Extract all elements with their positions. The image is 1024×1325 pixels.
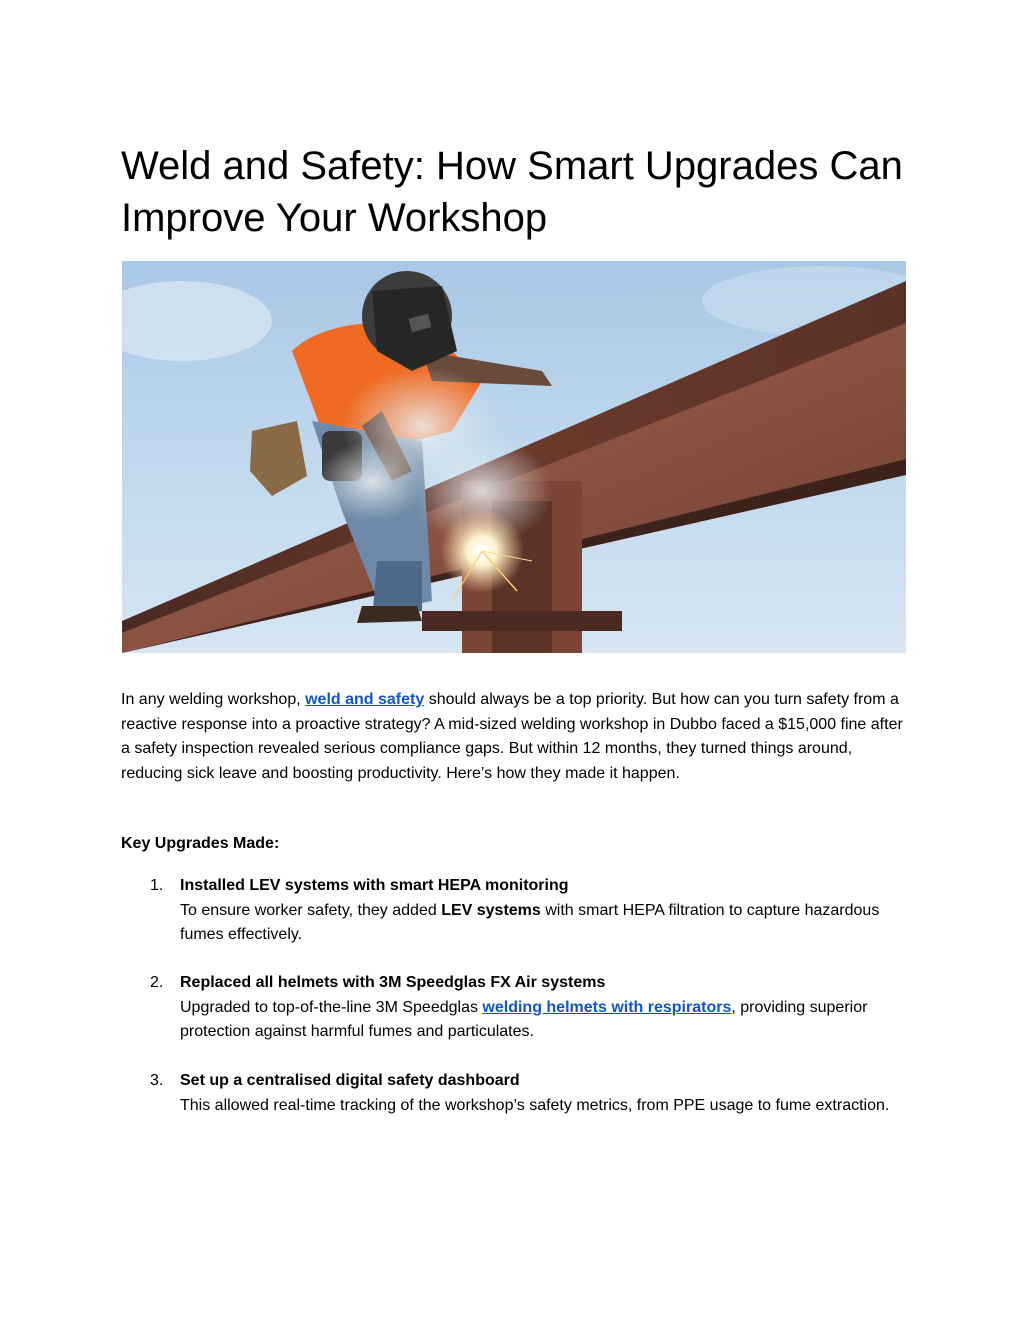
desc-text: Upgraded to top-of-the-line 3M Speedglas bbox=[180, 998, 483, 1016]
intro-paragraph bbox=[121, 688, 911, 786]
intro-text-after: should always be a top priority. But how can you turn safety from a reactive response into a proactive strategy? A mid-sized welding workshop in Dubbo faced a $15,000 fine after a safety inspection revealed serious compliance gaps. But within 12 months, they turned things around, reducing sick leave and boosting productivity. Here’s how they made it happen. bbox=[121, 691, 903, 782]
list-item-description: This allowed real-time tracking of the workshop’s safety metrics, from PPE usage to fume extraction. bbox=[180, 1096, 890, 1114]
desc-text: , providing superior protection against harmful fumes and particulates. bbox=[180, 998, 868, 1041]
welding-helmets-link[interactable]: welding helmets with respirators bbox=[482, 998, 732, 1016]
page-title: Weld and Safety: How Smart Upgrades Can Improve Your Workshop bbox=[121, 144, 903, 240]
list-item-description bbox=[180, 996, 910, 1045]
desc-bold-text: LEV systems bbox=[441, 901, 541, 919]
list-item-heading: Set up a centralised digital safety dashboard bbox=[180, 1072, 520, 1089]
hero-image bbox=[122, 261, 906, 653]
weld-and-safety-link[interactable]: weld and safety bbox=[305, 691, 425, 708]
list-item-heading: Installed LEV systems with smart HEPA monitoring bbox=[180, 877, 569, 894]
desc-text: To ensure worker safety, they added bbox=[180, 901, 442, 919]
key-upgrades-heading: Key Upgrades Made: bbox=[121, 835, 280, 852]
list-item-description bbox=[180, 899, 910, 948]
list-number: 1. bbox=[150, 877, 164, 894]
intro-text-before: In any welding workshop, bbox=[121, 691, 306, 708]
list-item-heading: Replaced all helmets with 3M Speedglas FX Air systems bbox=[180, 974, 606, 991]
list-number: 3. bbox=[150, 1072, 164, 1089]
list-number: 2. bbox=[150, 974, 164, 991]
desc-text: with smart HEPA filtration to capture hazardous fumes effectively. bbox=[180, 901, 880, 944]
